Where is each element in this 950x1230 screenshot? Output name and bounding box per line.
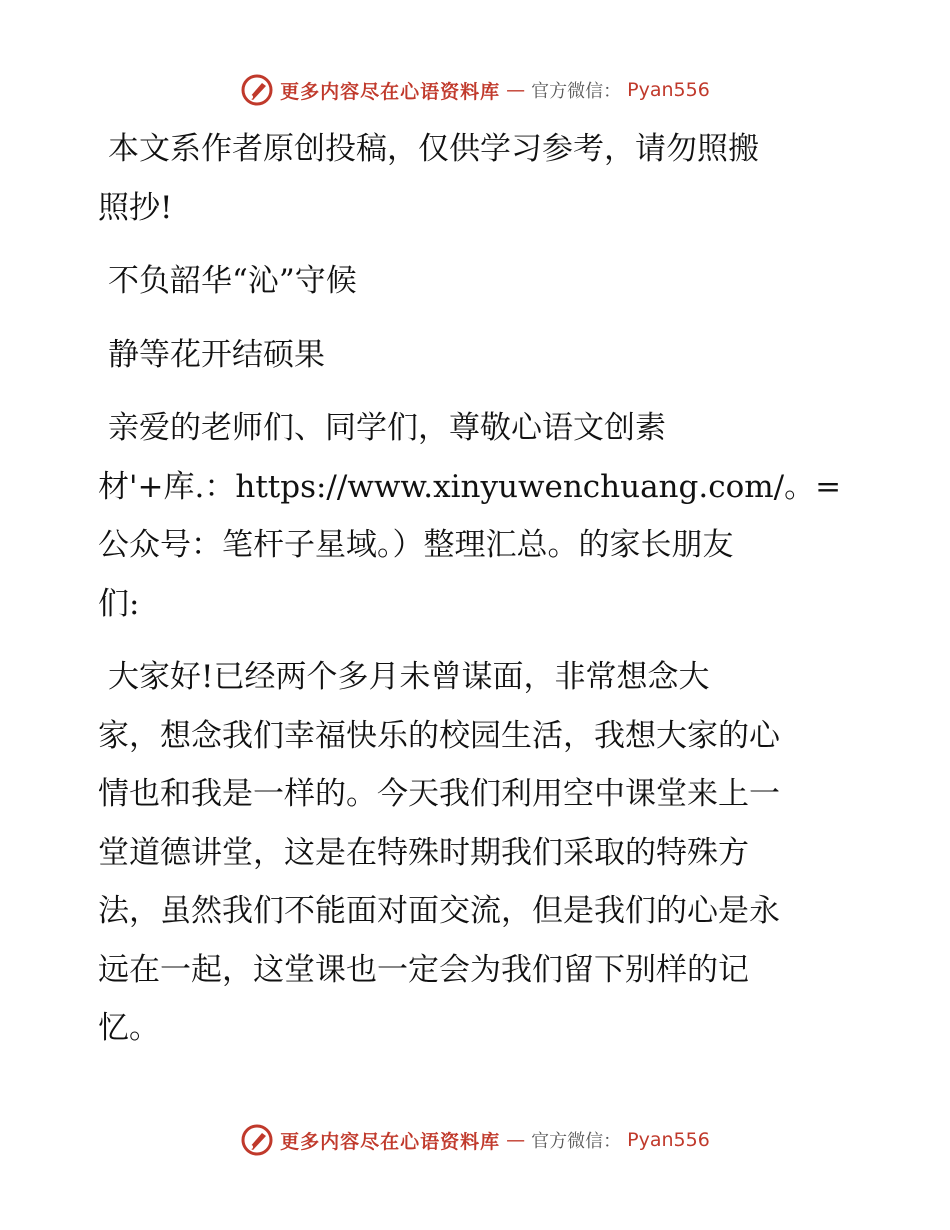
footer-banner [0,1120,950,1160]
banner-title: 更多内容尽在心语资料库 [280,80,501,103]
banner-wechat-label: 官方微信： [531,1131,622,1152]
pen-logo-icon [240,73,274,107]
paragraph-greeting: 亲爱的老师们、同学们，尊敬心语文创素 材'+库.：https://www.xinyuwenchuang.com/。= 公众号：笔杆子星域。）整理汇总。的家长朋友 们: [98,410,842,622]
paragraph-disclaimer: 本文系作者原创投稿，仅供学习参考，请勿照搬 照抄! [98,131,759,226]
paragraph-body: 大家好!已经两个多月未曾谋面，非常想念大 家，想念我们幸福快乐的校园生活，我想大家的心 情也和我是一样的。今天我们利用空中课堂来上一 堂道德讲堂，这是在特殊时期我们采取的特殊方 法，虽然我们不能面对面交流，但是我们的心是永 远在一起，这堂课也一定会为我们留下别样的记 忆。 [98,659,780,1046]
banner-title: 更多内容尽在心语资料库 [280,1130,501,1153]
paragraph-title-line-1: 不负韶华“沁”守候 [108,263,357,299]
paragraph-title-line-2: 静等花开结硕果 [108,336,325,373]
pen-logo-icon [240,1123,274,1157]
banner-wechat-id: Pyan556 [627,1129,710,1151]
banner-wechat-label: 官方微信： [531,81,622,102]
document-body [98,120,858,1073]
header-banner [0,70,950,110]
banner-dash: — [506,79,526,101]
banner-wechat-id: Pyan556 [627,79,710,101]
banner-dash: — [506,1129,526,1151]
